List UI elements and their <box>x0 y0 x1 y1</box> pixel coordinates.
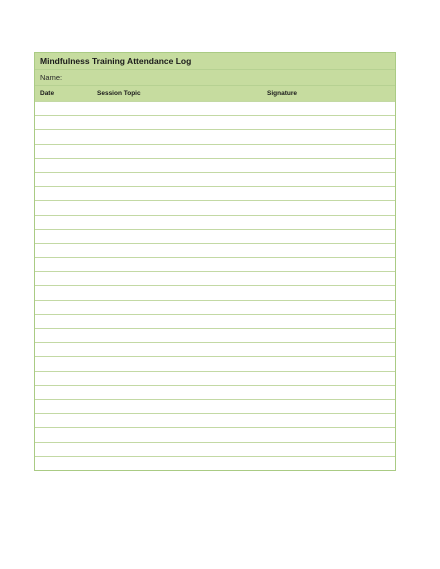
table-row[interactable] <box>35 314 395 328</box>
table-row[interactable] <box>35 371 395 385</box>
log-header <box>35 53 395 101</box>
table-row[interactable] <box>35 243 395 257</box>
table-row[interactable] <box>35 172 395 186</box>
table-row[interactable] <box>35 413 395 427</box>
table-row[interactable] <box>35 328 395 342</box>
table-row[interactable] <box>35 144 395 158</box>
column-header-signature: Signature <box>267 90 297 97</box>
page-title: Mindfulness Training Attendance Log <box>35 53 395 70</box>
table-row[interactable] <box>35 271 395 285</box>
table-row[interactable] <box>35 399 395 413</box>
table-row[interactable] <box>35 257 395 271</box>
attendance-log-table <box>34 52 396 471</box>
name-field[interactable]: Name: <box>35 70 395 86</box>
table-row[interactable] <box>35 115 395 129</box>
log-rows <box>35 101 395 470</box>
table-row[interactable] <box>35 229 395 243</box>
table-row[interactable] <box>35 442 395 456</box>
column-header-date: Date <box>40 90 55 97</box>
table-row[interactable] <box>35 356 395 370</box>
table-row[interactable] <box>35 285 395 299</box>
table-row[interactable] <box>35 385 395 399</box>
table-row[interactable] <box>35 300 395 314</box>
table-row[interactable] <box>35 129 395 143</box>
table-row[interactable] <box>35 456 395 470</box>
column-header-session-topic: Session Topic <box>97 90 141 97</box>
table-row[interactable] <box>35 101 395 115</box>
table-row[interactable] <box>35 186 395 200</box>
table-row[interactable] <box>35 427 395 441</box>
table-row[interactable] <box>35 200 395 214</box>
table-row[interactable] <box>35 158 395 172</box>
table-row[interactable] <box>35 342 395 356</box>
column-headers <box>35 86 395 101</box>
table-row[interactable] <box>35 215 395 229</box>
